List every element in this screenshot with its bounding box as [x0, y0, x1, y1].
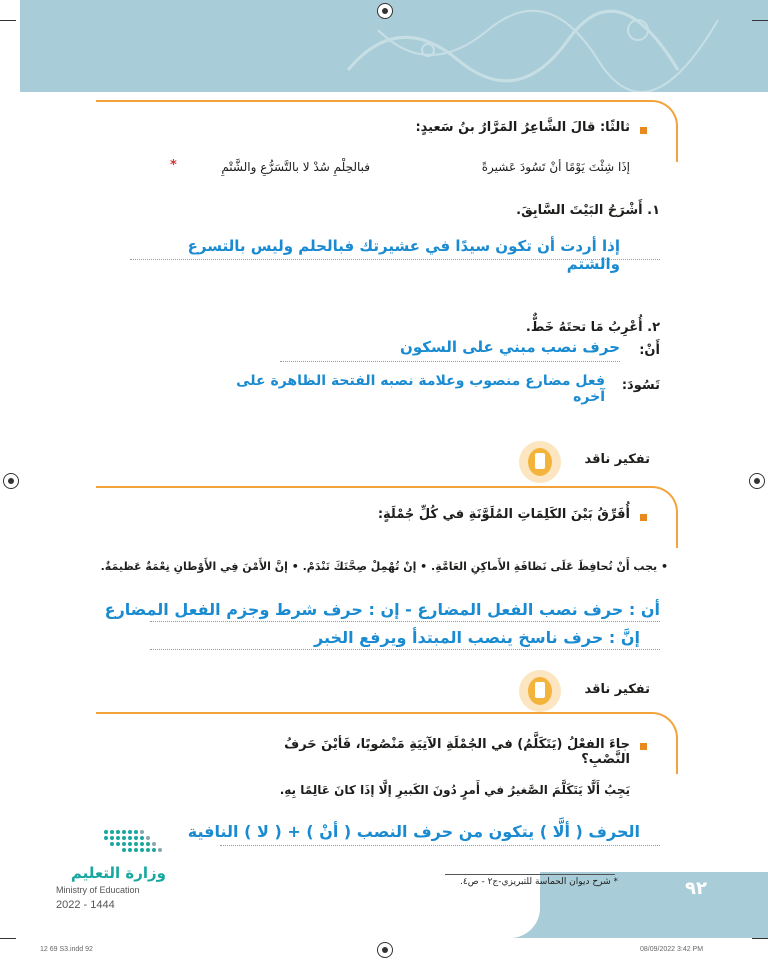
word-an: أَنْ:	[639, 343, 660, 358]
section-bullet	[640, 514, 647, 521]
sentences: • يجب أَنْ تُحافِظَ عَلَى نَظافَةِ الأَماكِنِ العَامَّةِ. • إنْ تُهْمِلْ صِحَّتَكَ تَنْدَمْ. • إنَّ الأَمْنَ فِي الأَوْطانِ نِعْمَةٌ عَظيمَةٌ.	[100, 560, 668, 573]
answer-line	[220, 844, 660, 846]
registration-mark-top	[377, 3, 393, 19]
question-title: ثالثًا: قالَ الشَّاعِرُ المَرَّارُ بنُ سَعيدٍ:	[415, 120, 630, 135]
crop-mark	[0, 20, 16, 21]
answer-1: إذا أردت أن تكون سيدًا في عشيرتك فبالحلم وليس بالتسرع والشتم	[187, 237, 620, 273]
header-band	[20, 0, 768, 92]
verse-right: إذَا شِئْتَ يَوْمًا أنْ تَسُودَ عَشيرةً	[481, 160, 630, 174]
ministry-logo-icon	[100, 826, 164, 860]
crop-mark	[0, 938, 16, 939]
ministry-name-ar: وزارة التعليم	[70, 864, 166, 882]
critical-thinking-label: تفكير ناقد	[584, 452, 650, 467]
registration-mark-bottom	[377, 942, 393, 958]
sentence: يَجِبُ أَلَّا يَتَكَلَّمَ الصَّغيرُ في أَمرٍ دُونَ الكَبيرِ إلَّا إذَا كانَ عَالِمًا بِهِ.	[279, 783, 630, 797]
crop-mark	[752, 20, 768, 21]
section-bullet	[640, 127, 647, 134]
page-number: ٩٢	[685, 878, 707, 899]
item-1: ١. أَشْرَحُ البَيْتَ السَّابِقَ.	[516, 203, 660, 218]
puzzle-head-icon	[519, 441, 561, 483]
ministry-name-en: Ministry of Education	[56, 885, 140, 895]
answer-2: حرف نصب مبني على السكون	[400, 338, 620, 356]
question-title: جاءَ الفعْلُ (يَتَكَلَّمُ) في الجُمْلَةِ الآتِيَةِ مَنْصُوبًا، فَأيْنَ حَرفُ النَّصْبِ؟	[284, 737, 630, 767]
section-bullet	[640, 743, 647, 750]
footnote: * شرح ديوان الحماسة للتبريزي-ج٢ - ص٤.	[459, 877, 618, 887]
registration-mark-left	[3, 473, 19, 489]
question-title: أُفَرِّقُ بَيْنَ الكَلِمَاتِ المُلَوَّنَةِ في كُلِّ جُمْلَةٍ:	[377, 507, 630, 522]
item-2: ٢. أُعْرِبُ مَا تحتَهُ خَطٌّ.	[525, 320, 660, 335]
verse-left: فبالحِلْمِ سُدْ لا بالتَّسَرُّعِ والشَّتْمِ	[221, 160, 370, 174]
answer-line	[280, 360, 620, 362]
slug-file: 12 69 S3.indd 92	[40, 946, 93, 953]
puzzle-head-icon	[519, 670, 561, 712]
year: 2022 - 1444	[56, 899, 115, 911]
critical-thinking-label: تفكير ناقد	[584, 682, 650, 697]
calligraphy-pattern	[338, 0, 738, 92]
page-number-tab	[662, 878, 730, 914]
word-tasuda: تَسُودَ:	[621, 378, 660, 393]
slug-date: 08/09/2022 3:42 PM	[640, 946, 704, 953]
answer-1: أن : حرف نصب الفعل المضارع - إن : حرف شرط وجزم الفعل المضارع	[104, 600, 660, 619]
footnote-marker: *	[170, 158, 177, 173]
answer-2: إنَّ : حرف ناسخ ينصب المبتدأ ويرفع الخبر	[314, 628, 640, 647]
crop-mark	[752, 938, 768, 939]
answer-3: فعل مضارع منصوب وعلامة نصبه الفتحة الظاهرة على آخره	[236, 373, 605, 405]
answer-line	[150, 648, 660, 650]
answer: الحرف ( ألَّا ) يتكون من حرف النصب ( أنْ ) + ( لا ) النافية	[187, 822, 640, 841]
registration-mark-right	[749, 473, 765, 489]
answer-line	[150, 620, 660, 622]
footnote-rule	[445, 873, 615, 875]
